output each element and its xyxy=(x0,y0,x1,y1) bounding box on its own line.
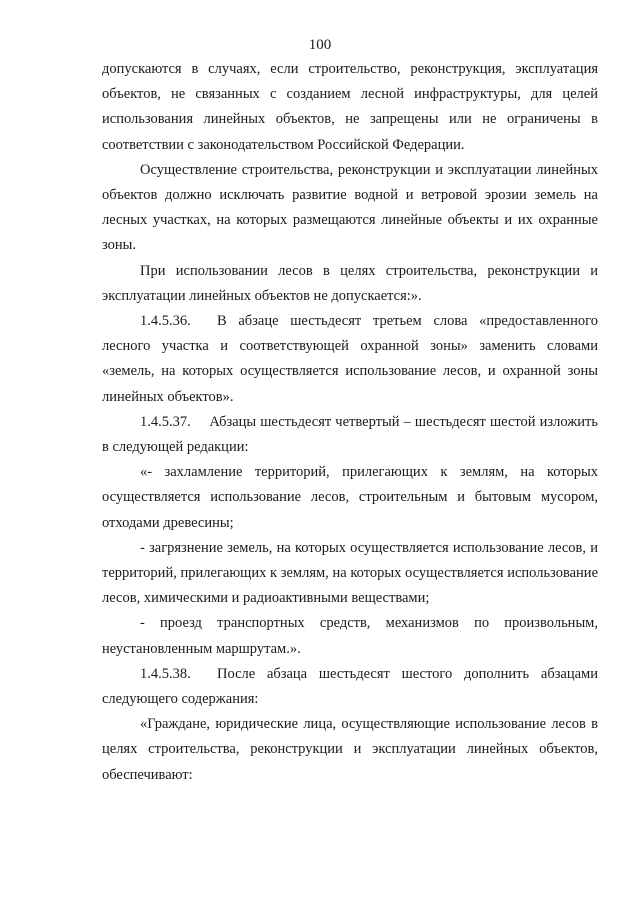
paragraph-1-4-5-37: 1.4.5.37. Абзацы шестьдесят четвертый – шестьдесят шестой изложить в следующей редакции: xyxy=(102,413,598,456)
paragraph-pollution: - загрязнение земель, на которых осуществляется использование лесов, и территорий, прилегающих к землям, на которых осуществляется использование лесов, химическими и радиоактивными веществами; xyxy=(102,539,598,607)
paragraph-vehicle-passage: - проезд транспортных средств, механизмов по произвольным, неустановленным маршрутам.». xyxy=(102,615,598,657)
document-body xyxy=(102,57,598,788)
paragraph-continuation: допускаются в случаях, если строительство, реконструкция, эксплуатация объектов, не связанных с созданием лесной инфраструктуры, для целей использования линейных объектов, не запрещены или не ограничены в соответствии с законодательством Российской Федерации. xyxy=(102,61,598,153)
paragraph-not-allowed: При использовании лесов в целях строительства, реконструкции и эксплуатации линейных объектов не допускается:». xyxy=(102,262,598,304)
paragraph-1-4-5-38: 1.4.5.38. После абзаца шестьдесят шестого дополнить абзацами следующего содержания: xyxy=(102,665,598,708)
paragraph-erosion: Осуществление строительства, реконструкции и эксплуатации линейных объектов должно исключать развитие водной и ветровой эрозии земель на лесных участках, на которых размещаются линейные объекты и их охранные зоны. xyxy=(102,161,598,254)
paragraph-citizens-ensure: «Граждане, юридические лица, осуществляющие использование лесов в целях строительства, реконструкции и эксплуатации линейных объектов, обеспечивают: xyxy=(102,716,598,783)
page-number: 100 xyxy=(308,37,332,53)
paragraph-littering: «- захламление территорий, прилегающих к землям, на которых осуществляется использование лесов, строительным и бытовым мусором, отходами древесины; xyxy=(102,464,598,531)
paragraph-1-4-5-36: 1.4.5.36. В абзаце шестьдесят третьем слова «предоставленного лесного участка и соответствующей охранной зоны» заменить словами «земель, на которых осуществляется использование лесов, и охранной зоны линейных объектов». xyxy=(102,313,598,405)
